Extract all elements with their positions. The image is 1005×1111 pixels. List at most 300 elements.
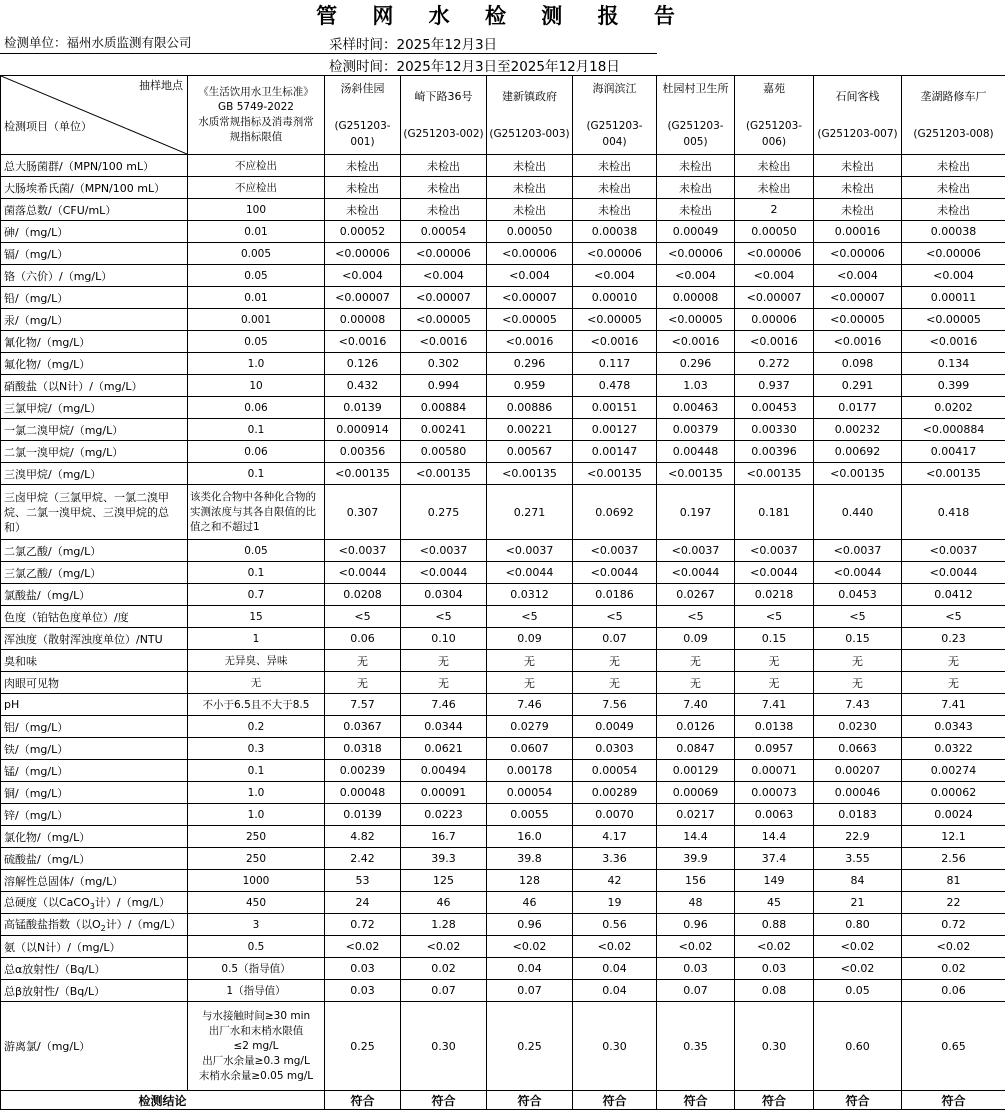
result-value: 未检出 <box>487 199 573 221</box>
test-item: 硫酸盐/（mg/L） <box>1 848 188 870</box>
test-item: 总β放射性/（Bq/L） <box>1 980 188 1002</box>
result-value: 0.60 <box>814 1002 902 1091</box>
result-value: 0.25 <box>487 1002 573 1091</box>
table-row <box>1 177 1005 199</box>
result-value: <0.0016 <box>735 331 814 353</box>
table-row <box>1 265 1005 287</box>
sample-code: (G251203-004) <box>586 119 643 148</box>
table-row <box>1 441 1005 463</box>
result-value: 无 <box>573 672 657 694</box>
result-value: 0.04 <box>573 958 657 980</box>
result-value: 7.41 <box>902 694 1005 716</box>
result-value: 0.432 <box>325 375 401 397</box>
test-item: 溶解性总固体/（mg/L） <box>1 870 188 892</box>
result-value: 0.00147 <box>573 441 657 463</box>
info-divider <box>0 53 657 54</box>
result-value: 0.09 <box>487 628 573 650</box>
test-item-subscript: 3 <box>89 902 95 912</box>
test-item: 三卤甲烷（三氯甲烷、一氯二溴甲烷、二氯一溴甲烷、三溴甲烷的总和） <box>1 485 188 540</box>
result-value: 0.00232 <box>814 419 902 441</box>
result-value: <5 <box>487 606 573 628</box>
result-value: 2.56 <box>902 848 1005 870</box>
result-value: 0.0223 <box>401 804 487 826</box>
result-value: 0.00151 <box>573 397 657 419</box>
result-value: <0.0016 <box>573 331 657 353</box>
result-value: 0.96 <box>657 914 735 936</box>
result-value: 0.15 <box>735 628 814 650</box>
result-value: 0.00178 <box>487 760 573 782</box>
result-value: 0.00049 <box>657 221 735 243</box>
result-value: 未检出 <box>735 177 814 199</box>
table-row <box>1 375 1005 397</box>
result-value: 0.00054 <box>401 221 487 243</box>
test-item: 三氯甲烷/（mg/L） <box>1 397 188 419</box>
result-value: 0.0024 <box>902 804 1005 826</box>
result-value: 22.9 <box>814 826 902 848</box>
site-name: 石间客栈 <box>835 89 880 103</box>
result-value: <0.00135 <box>657 463 735 485</box>
result-value: <0.0044 <box>902 562 1005 584</box>
result-value: <0.00135 <box>573 463 657 485</box>
limit-value <box>188 1002 325 1091</box>
conclusion-value: 符合 <box>325 1091 401 1110</box>
result-value: 无 <box>735 650 814 672</box>
table-row <box>1 540 1005 562</box>
header-row <box>1 76 1005 155</box>
result-value: 0.00221 <box>487 419 573 441</box>
result-value: 0.08 <box>735 980 814 1002</box>
site-name: 建新镇政府 <box>502 89 557 103</box>
result-value: 0.0202 <box>902 397 1005 419</box>
result-value: 0.00054 <box>487 782 573 804</box>
limit-value: 0.01 <box>188 287 325 309</box>
result-value: <0.0044 <box>573 562 657 584</box>
result-value: 0.098 <box>814 353 902 375</box>
limit-value: 10 <box>188 375 325 397</box>
result-value: <0.02 <box>401 936 487 958</box>
result-value: 0.0138 <box>735 716 814 738</box>
result-value: 0.06 <box>902 980 1005 1002</box>
result-value: 0.0343 <box>902 716 1005 738</box>
limit-line: ≤2 mg/L <box>233 1039 279 1052</box>
standard-header-line: 《生活饮用水卫生标准》 <box>198 86 314 98</box>
result-value: 无 <box>401 650 487 672</box>
result-value: 0.03 <box>325 980 401 1002</box>
test-item: 氨（以N计）/（mg/L） <box>1 936 188 958</box>
result-value: <0.00135 <box>735 463 814 485</box>
result-value: <5 <box>814 606 902 628</box>
limit-value: 0.05 <box>188 265 325 287</box>
test-item: 镉/（mg/L） <box>1 243 188 265</box>
result-value: 0.00207 <box>814 760 902 782</box>
limit-value: 0.3 <box>188 738 325 760</box>
table-row <box>1 485 1005 540</box>
table-row <box>1 958 1005 980</box>
test-item: 硝酸盐（以N计）/（mg/L） <box>1 375 188 397</box>
result-value: 0.0304 <box>401 584 487 606</box>
limit-value: 1 <box>188 628 325 650</box>
result-value: 0.02 <box>902 958 1005 980</box>
result-value: 0.00016 <box>814 221 902 243</box>
result-value: <0.0037 <box>401 540 487 562</box>
results-table <box>0 75 1005 1110</box>
result-value: 14.4 <box>735 826 814 848</box>
result-value: 24 <box>325 892 401 914</box>
testing-unit: 检测单位：福州水质监测有限公司 <box>4 35 192 50</box>
result-value: 7.56 <box>573 694 657 716</box>
table-row <box>1 309 1005 331</box>
result-value: 0.0217 <box>657 804 735 826</box>
test-item: 氯酸盐/（mg/L） <box>1 584 188 606</box>
test-item: 浑浊度（散射浑浊度单位）/NTU <box>1 628 188 650</box>
result-value: 无 <box>814 650 902 672</box>
result-value: 39.9 <box>657 848 735 870</box>
result-value: 0.0322 <box>902 738 1005 760</box>
test-item: 菌落总数/（CFU/mL） <box>1 199 188 221</box>
result-value: <0.00006 <box>814 243 902 265</box>
result-value: 84 <box>814 870 902 892</box>
result-value: 16.7 <box>401 826 487 848</box>
table-row <box>1 199 1005 221</box>
test-item: 游离氯/（mg/L） <box>1 1002 188 1091</box>
result-value: 16.0 <box>487 826 573 848</box>
result-value: <0.00135 <box>325 463 401 485</box>
table-row <box>1 287 1005 309</box>
result-value: 0.04 <box>487 958 573 980</box>
table-row <box>1 980 1005 1002</box>
result-value: <0.0037 <box>735 540 814 562</box>
result-value: <0.0037 <box>573 540 657 562</box>
result-value: 0.0049 <box>573 716 657 738</box>
result-value: 无 <box>814 672 902 694</box>
result-value: 0.00062 <box>902 782 1005 804</box>
result-value: 0.30 <box>735 1002 814 1091</box>
result-value: <0.00006 <box>325 243 401 265</box>
result-value: 0.00127 <box>573 419 657 441</box>
table-row <box>1 694 1005 716</box>
result-value: 无 <box>401 672 487 694</box>
test-item-text: 总硬度（以CaCO <box>4 895 90 909</box>
result-value: 0.09 <box>657 628 735 650</box>
result-value: 未检出 <box>401 177 487 199</box>
result-value: 22 <box>902 892 1005 914</box>
result-value: 未检出 <box>657 177 735 199</box>
test-item: 铬（六价）/（mg/L） <box>1 265 188 287</box>
test-item: 色度（铂钴色度单位）/度 <box>1 606 188 628</box>
result-value: 4.82 <box>325 826 401 848</box>
result-value: 0.0055 <box>487 804 573 826</box>
limit-value: 0.06 <box>188 441 325 463</box>
result-value: 未检出 <box>487 177 573 199</box>
result-value: 4.17 <box>573 826 657 848</box>
result-value: 0.0183 <box>814 804 902 826</box>
conclusion-value: 符合 <box>573 1091 657 1110</box>
result-value: 7.41 <box>735 694 814 716</box>
standard-header-line: GB 5749-2022 <box>218 101 294 113</box>
limit-value: 该类化合物中各种化合物的实测浓度与其各自限值的比值之和不超过1 <box>188 485 325 540</box>
limit-value: 无异臭、异味 <box>188 650 325 672</box>
test-item: 汞/（mg/L） <box>1 309 188 331</box>
result-value: 0.00050 <box>735 221 814 243</box>
result-value: 0.00008 <box>325 309 401 331</box>
result-value: <0.00135 <box>902 463 1005 485</box>
result-value: 0.00886 <box>487 397 573 419</box>
sampling-time: 采样时间：2025年12月3日 <box>329 37 498 53</box>
result-value: 0.56 <box>573 914 657 936</box>
limit-value: 0.001 <box>188 309 325 331</box>
result-value: 0.0621 <box>401 738 487 760</box>
result-value: 0.0139 <box>325 397 401 419</box>
result-value: 21 <box>814 892 902 914</box>
result-value: 125 <box>401 870 487 892</box>
result-value: 39.3 <box>401 848 487 870</box>
result-value: 0.0208 <box>325 584 401 606</box>
result-value: 无 <box>573 650 657 672</box>
result-value: <5 <box>657 606 735 628</box>
table-row <box>1 221 1005 243</box>
test-item: 铁/（mg/L） <box>1 738 188 760</box>
result-value: 无 <box>487 650 573 672</box>
conclusion-value: 符合 <box>487 1091 573 1110</box>
test-item-text: 高锰酸盐指数（以O <box>4 917 101 931</box>
result-value: 0.96 <box>487 914 573 936</box>
table-row <box>1 606 1005 628</box>
result-value: <0.004 <box>401 265 487 287</box>
result-value: <5 <box>401 606 487 628</box>
limit-value: 不应检出 <box>188 155 325 177</box>
result-value: 0.00356 <box>325 441 401 463</box>
result-value: 未检出 <box>814 199 902 221</box>
sample-code: (G251203-001) <box>334 119 391 148</box>
report-title: 管 网 水 检 测 报 告 <box>316 4 689 28</box>
site-header-cell <box>487 76 573 155</box>
test-item: 砷/（mg/L） <box>1 221 188 243</box>
result-value: 0.272 <box>735 353 814 375</box>
site-header-cell <box>325 76 401 155</box>
limit-line: 与水接触时间≥30 min <box>201 1009 311 1022</box>
result-value: 0.00129 <box>657 760 735 782</box>
limit-value: 无 <box>188 672 325 694</box>
result-value: <5 <box>325 606 401 628</box>
conclusion-value: 符合 <box>401 1091 487 1110</box>
result-value: 无 <box>735 672 814 694</box>
result-value: 14.4 <box>657 826 735 848</box>
result-value: 7.40 <box>657 694 735 716</box>
test-item: 锌/（mg/L） <box>1 804 188 826</box>
result-value: 0.0230 <box>814 716 902 738</box>
result-value: <0.004 <box>487 265 573 287</box>
result-value: <0.00006 <box>735 243 814 265</box>
result-value: 0.0344 <box>401 716 487 738</box>
limit-value: 0.06 <box>188 397 325 419</box>
site-header-cell <box>814 76 902 155</box>
limit-value: 1.0 <box>188 804 325 826</box>
test-item: pH <box>1 694 188 716</box>
result-value: 0.30 <box>573 1002 657 1091</box>
result-value: 0.00396 <box>735 441 814 463</box>
table-row <box>1 155 1005 177</box>
limit-value: 0.5（指导值） <box>188 958 325 980</box>
site-name: 崎下路36号 <box>414 89 473 103</box>
result-value: 0.00330 <box>735 419 814 441</box>
sample-code: (G251203-006) <box>745 119 803 148</box>
result-value: <0.0044 <box>735 562 814 584</box>
result-value: 0.0847 <box>657 738 735 760</box>
test-item: 氰化物/（mg/L） <box>1 331 188 353</box>
test-item: 二氯一溴甲烷/（mg/L） <box>1 441 188 463</box>
test-item-text: 计）/（mg/L） <box>94 895 171 909</box>
site-name: 垄湖路修车厂 <box>920 89 987 103</box>
result-value: 0.00580 <box>401 441 487 463</box>
result-value: <0.00005 <box>902 309 1005 331</box>
result-value: <0.00006 <box>401 243 487 265</box>
result-value: 0.959 <box>487 375 573 397</box>
result-value: <0.0044 <box>487 562 573 584</box>
result-value: 0.65 <box>902 1002 1005 1091</box>
result-value: 0.04 <box>573 980 657 1002</box>
table-row <box>1 562 1005 584</box>
result-value: 0.05 <box>814 980 902 1002</box>
result-value: <0.00005 <box>401 309 487 331</box>
test-item: 三氯乙酸/（mg/L） <box>1 562 188 584</box>
result-value: 0.03 <box>657 958 735 980</box>
result-value: 0.07 <box>401 980 487 1002</box>
table-row <box>1 936 1005 958</box>
result-value: <0.0016 <box>657 331 735 353</box>
table-row <box>1 914 1005 936</box>
result-value: 0.00008 <box>657 287 735 309</box>
result-value: 0.00417 <box>902 441 1005 463</box>
result-value: <0.0044 <box>401 562 487 584</box>
result-value: 0.00073 <box>735 782 814 804</box>
result-value: 未检出 <box>401 155 487 177</box>
corner-sampling-site-label: 抽样地点 <box>139 79 183 92</box>
result-value: <5 <box>735 606 814 628</box>
result-value: 0.0312 <box>487 584 573 606</box>
limit-line: 末梢水余量≥0.05 mg/L <box>198 1069 314 1082</box>
conclusion-row <box>1 1091 1005 1110</box>
result-value: 无 <box>487 672 573 694</box>
result-value: <0.02 <box>487 936 573 958</box>
test-item: 三溴甲烷/（mg/L） <box>1 463 188 485</box>
result-value: 未检出 <box>657 199 735 221</box>
result-value: <0.004 <box>735 265 814 287</box>
result-value: <0.00005 <box>487 309 573 331</box>
table-row <box>1 419 1005 441</box>
result-value: 0.00050 <box>487 221 573 243</box>
test-item: 肉眼可见物 <box>1 672 188 694</box>
result-value: <0.00005 <box>657 309 735 331</box>
result-value: 0.00692 <box>814 441 902 463</box>
result-value: 未检出 <box>735 155 814 177</box>
table-row <box>1 892 1005 914</box>
result-value: 45 <box>735 892 814 914</box>
result-value: <0.02 <box>325 936 401 958</box>
result-value: <0.00006 <box>487 243 573 265</box>
result-value: 0.0218 <box>735 584 814 606</box>
result-value: 未检出 <box>902 199 1005 221</box>
result-value: 0.478 <box>573 375 657 397</box>
result-value: 0.307 <box>325 485 401 540</box>
result-value: <0.00135 <box>814 463 902 485</box>
result-value: 156 <box>657 870 735 892</box>
limit-value: 0.1 <box>188 419 325 441</box>
standard-header-line: 水质常规指标及消毒剂常 <box>198 116 314 128</box>
site-name: 嘉苑 <box>763 81 785 95</box>
result-value: <5 <box>902 606 1005 628</box>
result-value: 0.00453 <box>735 397 814 419</box>
result-value: 0.117 <box>573 353 657 375</box>
table-row <box>1 397 1005 419</box>
result-value: <0.02 <box>814 958 902 980</box>
result-value: 0.00274 <box>902 760 1005 782</box>
result-value: <0.0037 <box>325 540 401 562</box>
table-row <box>1 738 1005 760</box>
table-row <box>1 848 1005 870</box>
result-value: 未检出 <box>902 177 1005 199</box>
result-value: 未检出 <box>573 177 657 199</box>
test-item: 大肠埃希氏菌/（MPN/100 mL） <box>1 177 188 199</box>
limit-value: 250 <box>188 848 325 870</box>
limit-value: 15 <box>188 606 325 628</box>
test-item: 氟化物/（mg/L） <box>1 353 188 375</box>
test-item: 铅/（mg/L） <box>1 287 188 309</box>
result-value: 0.0692 <box>573 485 657 540</box>
result-value: <0.0037 <box>902 540 1005 562</box>
result-value: 0.197 <box>657 485 735 540</box>
limit-value: 3 <box>188 914 325 936</box>
result-value: 0.00006 <box>735 309 814 331</box>
result-value: 0.440 <box>814 485 902 540</box>
corner-test-item-label: 检测项目（单位） <box>4 120 92 133</box>
conclusion-value: 符合 <box>735 1091 814 1110</box>
result-value: <0.004 <box>573 265 657 287</box>
test-item: 臭和味 <box>1 650 188 672</box>
result-value: 0.937 <box>735 375 814 397</box>
result-value: 48 <box>657 892 735 914</box>
limit-value: 1.0 <box>188 353 325 375</box>
result-value: 0.0063 <box>735 804 814 826</box>
result-value: <0.00007 <box>487 287 573 309</box>
table-row <box>1 628 1005 650</box>
result-value: 未检出 <box>902 155 1005 177</box>
result-value: 未检出 <box>325 155 401 177</box>
result-value: 0.0367 <box>325 716 401 738</box>
table-row <box>1 243 1005 265</box>
test-item <box>1 914 188 936</box>
result-value: 0.134 <box>902 353 1005 375</box>
limit-value: 不应检出 <box>188 177 325 199</box>
result-value: 0.03 <box>325 958 401 980</box>
result-value: <0.0037 <box>487 540 573 562</box>
limit-line: 出厂水余量≥0.3 mg/L <box>202 1054 310 1067</box>
result-value: 0.00379 <box>657 419 735 441</box>
site-header-cell <box>657 76 735 155</box>
result-value: 0.0279 <box>487 716 573 738</box>
limit-value: 0.05 <box>188 331 325 353</box>
result-value: 1.28 <box>401 914 487 936</box>
result-value: 0.0303 <box>573 738 657 760</box>
result-value: 0.23 <box>902 628 1005 650</box>
table-row <box>1 650 1005 672</box>
result-value: 无 <box>325 650 401 672</box>
result-value: 0.181 <box>735 485 814 540</box>
result-value: 0.00239 <box>325 760 401 782</box>
result-value: 149 <box>735 870 814 892</box>
result-value: 0.00046 <box>814 782 902 804</box>
result-value: 0.07 <box>573 628 657 650</box>
table-row <box>1 1002 1005 1091</box>
